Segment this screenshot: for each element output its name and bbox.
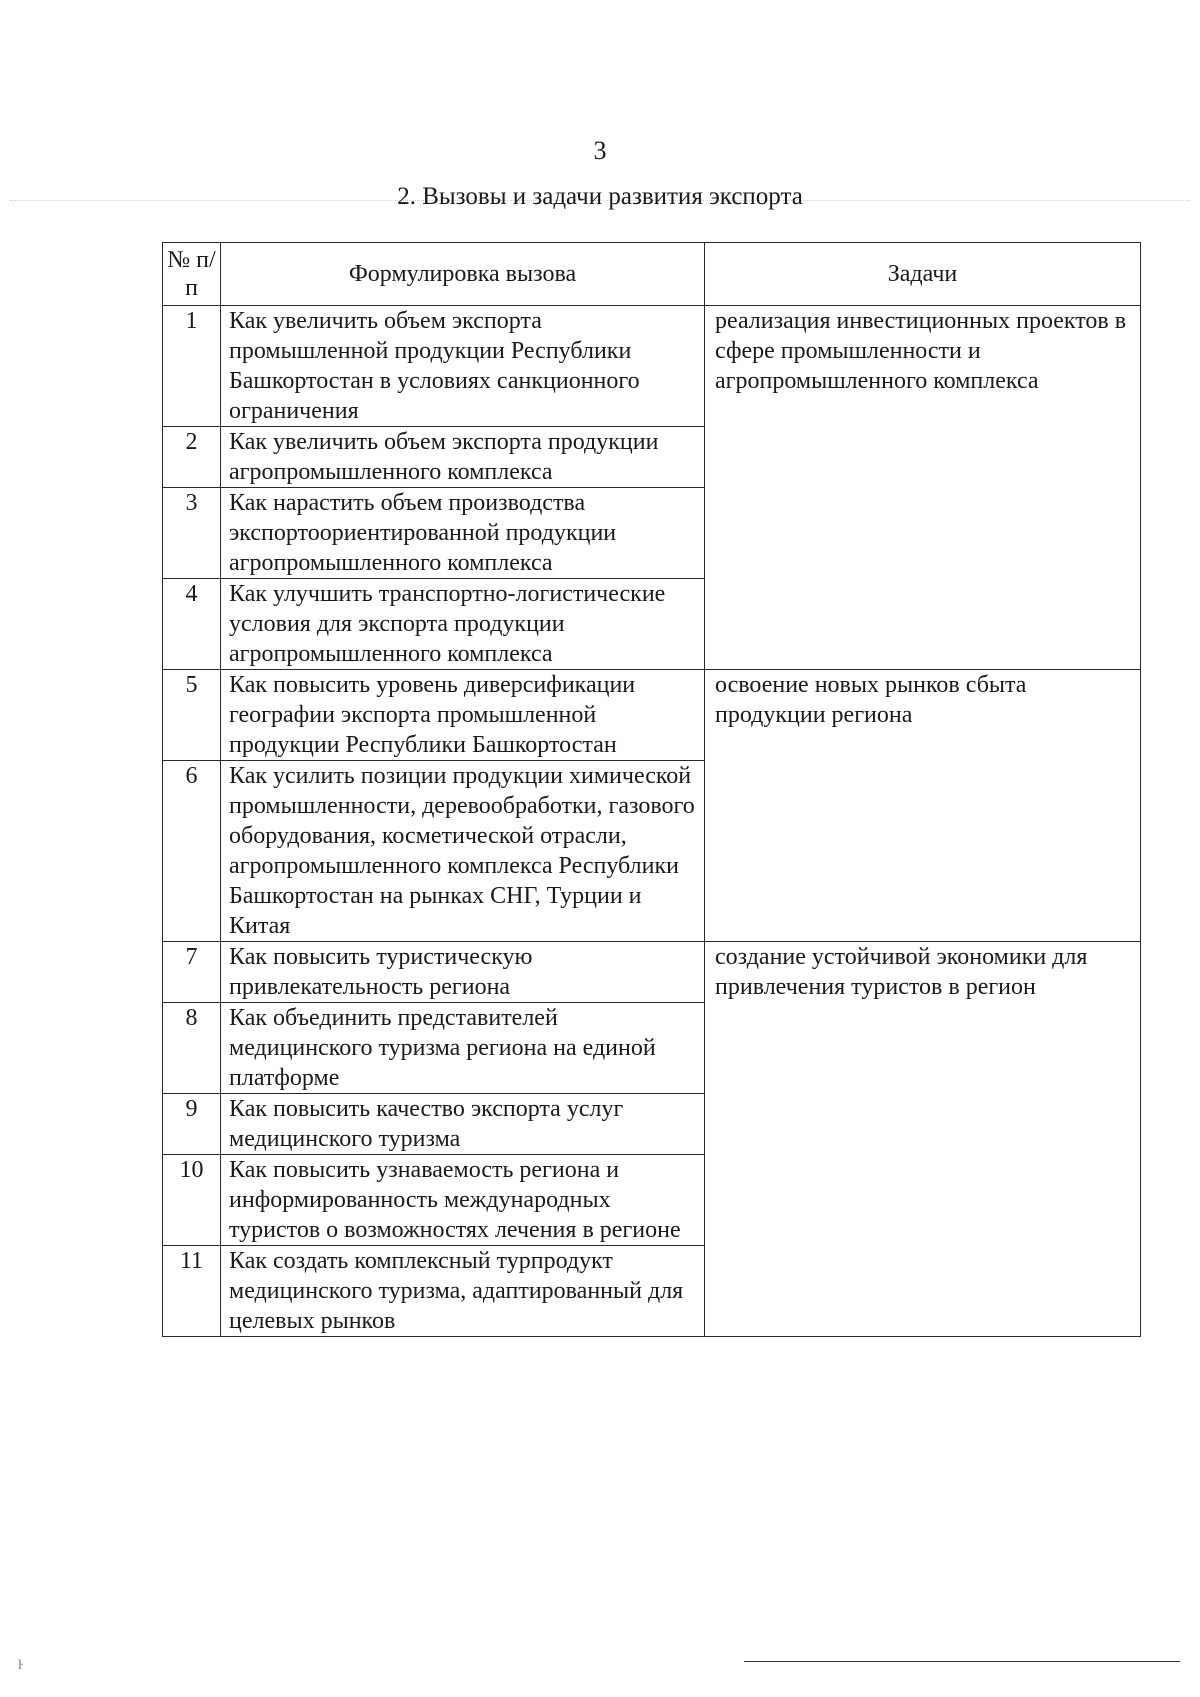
row-number: 3	[163, 488, 221, 579]
margin-mark: ŀ	[18, 1658, 23, 1673]
challenge-text: Как увеличить объем экспорта продукции агропромышленного комплекса	[221, 427, 705, 488]
row-number: 4	[163, 579, 221, 670]
challenge-text: Как нарастить объем производства экспортоориентированной продукции агропромышленного комплекса	[221, 488, 705, 579]
row-number: 10	[163, 1155, 221, 1246]
row-number: 1	[163, 306, 221, 427]
challenge-text: Как повысить качество экспорта услуг медицинского туризма	[221, 1094, 705, 1155]
challenges-table	[162, 242, 1141, 1337]
challenge-text: Как увеличить объем экспорта промышленной продукции Республики Башкортостан в условиях санкционного ограничения	[221, 306, 705, 427]
header-task: Задачи	[705, 243, 1141, 306]
challenge-text: Как повысить узнаваемость региона и информированность международных туристов о возможностях лечения в регионе	[221, 1155, 705, 1246]
header-challenge: Формулировка вызова	[221, 243, 705, 306]
task-text: создание устойчивой экономики для привлечения туристов в регион	[705, 942, 1141, 1337]
table-row	[163, 670, 1141, 761]
challenge-text: Как создать комплексный турпродукт медицинского туризма, адаптированный для целевых рынков	[221, 1246, 705, 1337]
challenge-text: Как повысить туристическую привлекательность региона	[221, 942, 705, 1003]
task-text: освоение новых рынков сбыта продукции региона	[705, 670, 1141, 942]
challenge-text: Как объединить представителей медицинского туризма региона на единой платформе	[221, 1003, 705, 1094]
table-header-row	[163, 243, 1141, 306]
row-number: 5	[163, 670, 221, 761]
challenge-text: Как повысить уровень диверсификации географии экспорта промышленной продукции Республики Башкортостан	[221, 670, 705, 761]
section-title: 2. Вызовы и задачи развития экспорта	[397, 183, 803, 210]
table-row	[163, 306, 1141, 427]
table-row	[163, 942, 1141, 1003]
row-number: 9	[163, 1094, 221, 1155]
header-num: № п/п	[163, 243, 221, 306]
row-number: 11	[163, 1246, 221, 1337]
row-number: 6	[163, 761, 221, 942]
row-number: 7	[163, 942, 221, 1003]
challenge-text: Как улучшить транспортно-логистические условия для экспорта продукции агропромышленного комплекса	[221, 579, 705, 670]
bottom-rule	[744, 1661, 1180, 1662]
row-number: 8	[163, 1003, 221, 1094]
challenge-text: Как усилить позиции продукции химической промышленности, деревообработки, газового оборудования, косметической отрасли, агропромышленного комплекса Республики Башкортостан на рынках СНГ, Турции и Китая	[221, 761, 705, 942]
row-number: 2	[163, 427, 221, 488]
page-number: 3	[593, 136, 607, 165]
task-text: реализация инвестиционных проектов в сфере промышленности и агропромышленного комплекса	[705, 306, 1141, 670]
